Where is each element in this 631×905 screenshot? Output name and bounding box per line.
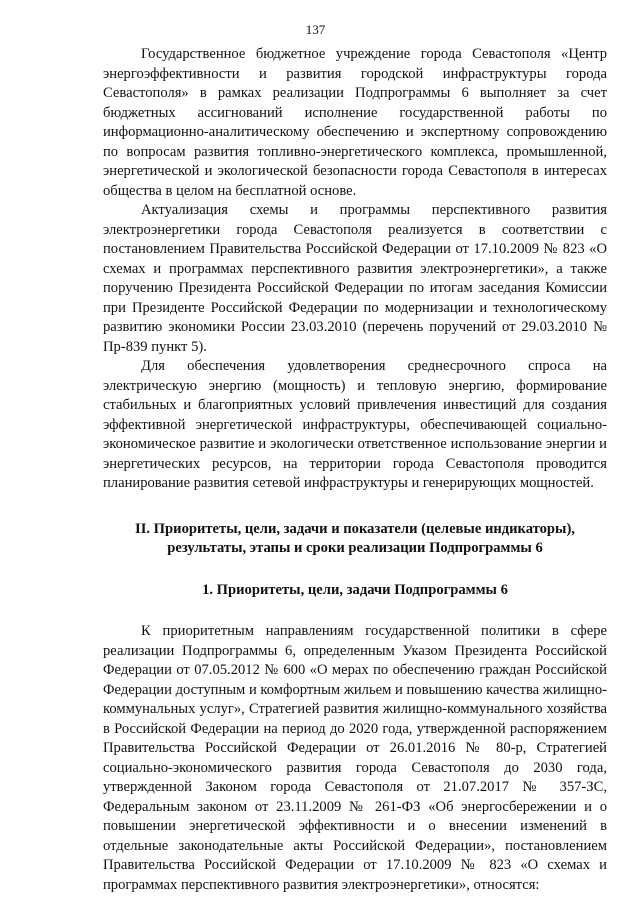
paragraph-scheme-actualization: Актуализация схемы и программы перспективного развития электроэнергетики города Севастополя реализуется в соответствии с постановлением Правительства Российской Федерации от 17.10.2009 № 823 «О схемах и программах перспективного развития электроэнергетики», а также поручению Президента Российской Федерации по итогам заседания Комиссии при Президенте Российской Федерации по модернизации и технологическому развитию экономики России 23.03.2010 (перечень поручений от 29.03.2010 № Пр-839 пункт 5). (103, 202, 607, 355)
page-number: 137 (305, 22, 326, 37)
paragraph-priorities: К приоритетным направлениям государственной политики в сфере реализации Подпрограммы 6, определенным Указом Президента Российской Федерации от 07.05.2012 № 600 «О мерах по обеспечению граждан Российской Федерации доступным и комфортным жильем и повышению качества жилищно-коммунальных услуг», Стратегией развития жилищно-коммунального хозяйства в Российской Федерации на период до 2020 года, утвержденной распоряжением Правительства Российской Федерации от 26.01.2016 № 80-р, Стратегией социально-экономического развития города Севастополя до 2030 года, утвержденной Законом города Севастополя от 21.07.2017 № 357-ЗС, Федеральным законом от 23.11.2009 № 261-ФЗ «Об энергосбережении и о повышении энергетической эффективности и о внесении изменений в отдельные законодательные акты Российской Федерации», постановлением Правительства Российской Федерации от 17.10.2009 № 823 «О схемах и программах перспективного развития электроэнергетики», относятся: (103, 623, 607, 893)
document-body (103, 45, 607, 895)
section-heading: II. Приоритеты, цели, задачи и показатели (целевые индикаторы), результаты, этапы и сроки реализации Подпрограммы 6 (135, 520, 575, 556)
paragraph-demand-provision: Для обеспечения удовлетворения среднесрочного спроса на электрическую энергию (мощность) и тепловую энергию, формирование стабильных и благоприятных условий привлечения инвестиций для создания эффективной энергетической инфраструктуры, обеспечивающей социально-экономическое развитие и экологически ответственное использование энергии и энергетических ресурсов, на территории города Севастополя проводится планирование развития сетевой инфраструктуры и генерирующих мощностей. (103, 358, 607, 491)
subsection-heading: 1. Приоритеты, цели, задачи Подпрограммы 6 (202, 581, 508, 598)
paragraph-budget-institution: Государственное бюджетное учреждение города Севастополя «Центр энергоэффективности и развития городской инфраструктуры города Севастополя» в рамках реализации Подпрограммы 6 выполняет за счет бюджетных ассигнований исполнение государственной работы по информационно-аналитическому обеспечению и экспертному сопровождению по вопросам развития топливно-энергетического комплекса, промышленной, энергетической и экологической безопасности города Севастополя в интересах общества в целом на бесплатной основе. (103, 46, 607, 199)
